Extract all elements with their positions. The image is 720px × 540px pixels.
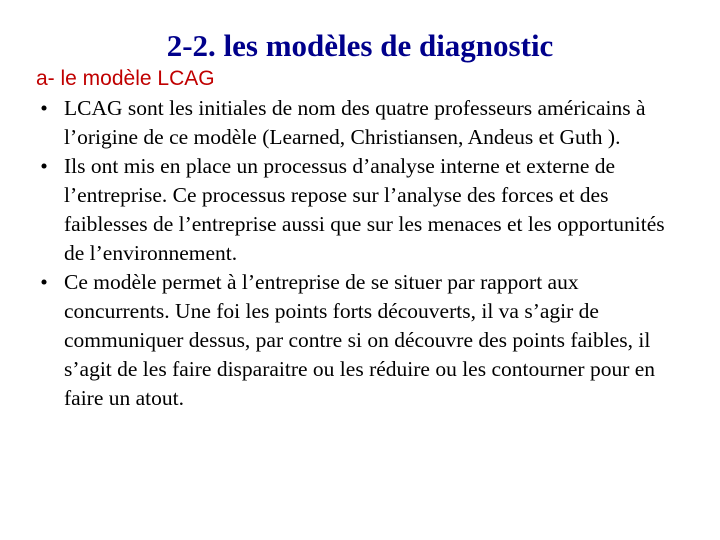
bullet-list <box>34 94 684 413</box>
bullet-text: Ils ont mis en place un processus d’analyse interne et externe de l’entreprise. Ce processus repose sur l’analyse des forces et des faiblesses de l’entreprise aussi que sur les menaces et les opportunités de l’environnement. <box>64 154 665 265</box>
bullet-dot-icon: • <box>40 270 48 294</box>
section-subtitle: a- le modèle LCAG <box>36 67 215 90</box>
bullet-item-positioning <box>34 268 684 413</box>
bullet-item-process <box>34 152 684 268</box>
bullet-dot-icon: • <box>40 154 48 178</box>
bullet-dot-icon: • <box>40 96 48 120</box>
bullet-text: Ce modèle permet à l’entreprise de se situer par rapport aux concurrents. Une foi les points forts découverts, il va s’agir de communiquer dessus, par contre si on découvre des points faibles, il s’agit de les faire disparaitre ou les réduire ou les contourner pour en faire un atout. <box>64 270 656 410</box>
bullet-item-initials <box>34 94 684 152</box>
bullet-text: LCAG sont les initiales de nom des quatre professeurs américains à l’origine de ce modèle (Learned, Christiansen, Andeus et Guth ). <box>64 96 646 149</box>
slide-title: 2-2. les modèles de diagnostic <box>166 28 554 63</box>
